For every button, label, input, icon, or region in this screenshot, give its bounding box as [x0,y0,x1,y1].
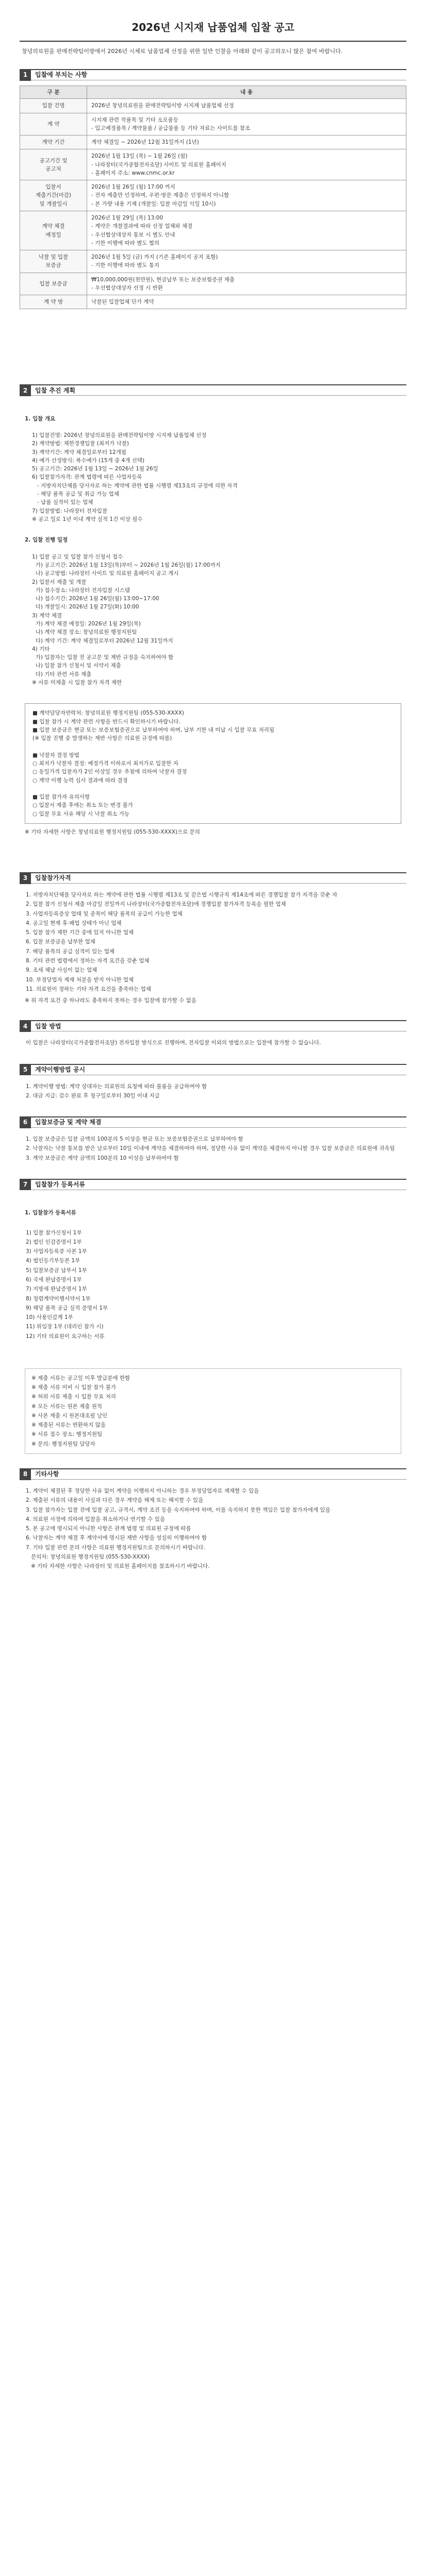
list-item: 1. 계약이 체결된 후 정당한 사유 없이 계약을 이행하지 아니하는 경우 부정당업자로 제재할 수 있음 [26,1488,259,1494]
section-tail: ※ 위 자격 요건 중 하나라도 충족하지 못하는 경우 입찰에 참가할 수 없음 [25,997,196,1004]
section-title: 기타사항 [35,1470,59,1478]
list-item: 가) 계약 체결 예정일: 2026년 1월 29일(목) [32,621,141,627]
subsection-title: 1. 입찰참가 등록서류 [25,1210,76,1216]
list-item: 가) 공고기간: 2026년 1월 13일(목)부터 ~ 2026년 1월 26일(월) 17:00까지 [32,562,221,569]
list-item: 5) 공고기간: 2026년 1월 13일 ~ 2026년 1월 26일 [32,466,158,472]
list-item: 가) 입찰자는 입찰 전 공고문 및 제반 규정을 숙지하여야 함 [32,654,174,661]
section-number: 2 [20,385,31,396]
documents-boxed-list [25,1368,401,1454]
list-item: 8. 기타 관련 법령에서 정하는 자격 요건을 갖춘 업체 [26,957,150,964]
section-number: 3 [20,873,31,884]
list-item: - 납품 실적이 있는 업체 [32,499,93,506]
section-title: 입찰보증금 및 계약 체결 [35,1118,102,1126]
list-item: 다) 기타 관련 서류 제출 [32,671,92,677]
table-row [20,113,406,135]
row-value: 2026년 1월 26일 (월) 17:00 까지 - 전자 제출만 인정하며, 우편·방문 제출은 인정하지 아니함 - 본 가량 내용 기재 (개찰일: 입찰 마감일 익일 10시) [87,180,406,211]
list-item: 3. 사업자등록증상 업태 및 종목이 해당 품목의 공급이 가능한 업체 [26,910,183,917]
list-item: 6. 입찰 보증금을 납부한 업체 [26,939,95,945]
section-title: 입찰 추진 계획 [35,386,75,394]
list-item: 다) 개찰일시: 2026년 1월 27일(화) 10:00 [32,604,139,611]
list-item: 7) 입찰방법: 나라장터 전자입찰 [32,507,108,514]
list-item: 10. 부정당업자 제재 처분을 받지 아니한 업체 [26,976,134,983]
section-header-3 [20,872,406,884]
list-item: ※ 모든 서류는 원본 제출 원칙 [31,1403,103,1410]
list-item: 나) 계약 체결 장소: 창녕의료원 행정지원팀 [32,629,137,636]
list-item: - 지방자치단체를 당사자로 하는 계약에 관한 법률 시행령 제13조의 규정에 의한 자격 [32,482,238,489]
list-item: 2. 낙찰자는 낙찰 통보를 받은 날로부터 10일 이내에 계약을 체결하여야 하며, 정당한 사유 없이 계약을 체결하지 아니할 경우 입찰 보증금은 의료원에 귀속됨 [26,1145,395,1152]
list-item: 3) 사업자등록증 사본 1부 [26,1248,87,1255]
table-row [20,273,406,295]
section-number: 7 [20,1179,31,1190]
list-item: 2. 입찰 참가 신청서 제출 마감일 전일까지 나라장터(국가종합전자조달)에 경쟁입찰 참가자격 등록을 필한 업체 [26,901,286,908]
row-value: 2026년 1월 5일 (금) 까지 (기존 홈페이지 공지 포함) - 기한 이행에 따라 별도 통지 [87,250,406,273]
row-label: 계 약 방 [20,295,87,309]
table-row [20,295,406,309]
section-header-1 [20,69,406,80]
list-item: ※ 제출 서류는 공고일 이후 발급분에 한함 [31,1375,130,1381]
section-title: 입찰참가 등록서류 [35,1181,85,1189]
list-item: 1. 입찰 보증금은 입찰 금액의 100분의 5 이상을 현금 또는 보증보험증권으로 납부하여야 함 [26,1136,243,1143]
list-item: 1) 입찰건명: 2026년 창녕의료원을 판매전략팀이방 시지재 납품업체 선정 [32,432,207,439]
list-item: ※ 제출된 서류는 반환하지 않음 [31,1422,106,1429]
list-item: ※ 서류 접수 장소: 행정지원팀 [31,1431,103,1438]
section-title: 입찰참가자격 [35,874,71,882]
list-item: 11) 위임장 1부 (대리인 참가 시) [26,1324,104,1330]
list-item: 2. 대금 지급: 검수 완료 후 청구일로부터 30일 이내 지급 [26,1092,160,1099]
row-value: ₩10,000,000원(천만원), 현금납부 또는 보증보험증권 제출 - 우선협상대상자 선정 시 반환 [87,273,406,295]
list-item: 2) 계약방법: 제한경쟁입찰 (최저가 낙찰) [32,440,129,447]
list-item: 4) 법인등기부등본 1부 [26,1258,80,1264]
list-item: 6) 입찰참가자격: 관계 법령에 따른 사업자등록 [32,474,142,481]
section-header-6 [20,1116,406,1128]
list-item: 8) 청렴계약이행서약서 1부 [26,1295,91,1302]
list-item: 7. 해당 품목의 공급 실적이 있는 업체 [26,948,115,955]
list-item: 4) 기타 [32,646,50,652]
row-label: 계약 체결 예정일 [20,211,87,250]
list-item: 1. 계약이행 방법: 계약 상대자는 의료원의 요청에 따라 물품을 공급하여야 함 [26,1083,207,1090]
section-number: 6 [20,1117,31,1128]
list-item: 2. 제출된 서류의 내용이 사실과 다른 경우 계약을 해제 또는 해지할 수 있음 [26,1497,204,1504]
list-item: 4) 예가 산정방식: 복수예가 (15개 중 4개 선택) [32,457,145,464]
list-item: 12) 기타 의료원이 요구하는 서류 [26,1333,105,1340]
list-item: 2) 법인 인감증명서 1부 [26,1239,82,1245]
page-title: 2026년 시지재 납품업체 입찰 공고 [20,15,406,42]
section-header-5 [20,1064,406,1075]
table-header-category: 구 분 [20,86,87,99]
list-item: 3. 계약 보증금은 계약 금액의 100분의 10 이상을 납부하여야 함 [26,1155,179,1161]
section-header-2 [20,384,406,396]
subsection-title: 2. 입찰 진행 일정 [25,537,68,544]
list-item: 4. 의료원 사정에 의하여 입찰을 취소하거나 연기할 수 있음 [26,1516,166,1522]
list-item: 3) 계약 체결 [32,612,62,619]
table-row [20,99,406,113]
list-item: 나) 입찰 참가 신청서 및 서약서 제출 [32,663,121,669]
list-item: 1) 입찰 참가신청서 1부 [26,1229,82,1236]
section-header-8 [20,1468,406,1480]
list-item: 다) 계약 기간: 계약 체결일로부터 2026년 12월 31일까지 [32,637,173,644]
list-item: ※ 기타 자세한 사항은 나라장터 및 의료원 홈페이지를 참조하시기 바랍니다. [26,1563,210,1570]
list-item: ※ 사본 제출 시 원본대조필 날인 [31,1412,108,1419]
row-label: 입찰 건명 [20,99,87,113]
list-item: 6. 낙찰자는 계약 체결 후 계약서에 명시된 제반 사항을 성실히 이행하여야 함 [26,1535,207,1541]
list-item: ※ 서류 미제출 시 입찰 참가 자격 제한 [32,679,122,686]
list-item: 11. 의료원이 정하는 기타 자격 요건을 충족하는 업체 [26,986,151,992]
list-item: 10) 사용인감계 1부 [26,1314,73,1321]
row-value: 시지재 관련 작품목 및 기타 소모품등 - 입고예정품목 / 계약물품 / 공급물품 등 기타 자료는 사이트를 참조 [87,113,406,135]
list-item: 7. 기타 입찰 관련 문의 사항은 의료원 행정지원팀으로 문의하시기 바랍니다. [26,1544,205,1551]
row-value: 계약 체결일 ~ 2026년 12월 31일까지 (1년) [87,135,406,149]
section-number: 4 [20,1021,31,1032]
list-item: 5) 입찰보증금 납부서 1부 [26,1267,87,1274]
list-item: 9. 조세 체납 사실이 없는 업체 [26,967,97,974]
table-row [20,250,406,273]
section-header-4 [20,1020,406,1031]
table-row [20,149,406,180]
row-label: 입찰 보증금 [20,273,87,295]
section-number: 5 [20,1064,31,1075]
list-item: 4. 공고일 현재 휴·폐업 상태가 아닌 업체 [26,920,122,926]
list-item: 문의처: 창녕의료원 행정지원팀 (055-530-XXXX) [26,1553,150,1560]
section-title: 계약이행방법 공시 [35,1065,85,1073]
list-item: 나) 공고방법: 나라장터 사이트 및 의료원 홈페이지 공고 게시 [32,570,179,577]
list-item: ※ 문의: 행정지원팀 담당자 [31,1440,95,1447]
list-item: 3. 입찰 참가자는 입찰 전에 입찰 공고, 규격서, 계약 조건 등을 숙지하여야 하며, 이를 숙지하지 못한 책임은 입찰 참가자에게 있음 [26,1506,331,1513]
list-item: ※ 공고 일로 1년 이내 계약 실적 1건 이상 필수 [32,516,143,522]
row-label: 계 약 [20,113,87,135]
list-item: 나) 접수기간: 2026년 1월 26일(월) 13:00~17:00 [32,596,159,602]
list-item: ※ 제출 서류 미비 시 입찰 참가 불가 [31,1384,117,1391]
list-item: 1) 입찰 공고 및 입찰 참가 신청서 접수 [32,553,123,560]
section-header-7 [20,1179,406,1190]
list-item: 2) 입찰서 제출 및 개찰 [32,579,87,585]
note-box: ■ 계약담당자연락처: 창녕의료원 행정지원팀 (055-530-XXXX) ■ 입찰 참가 시 계약 관련 사항을 반드시 확인하시기 바랍니다. ■ 입찰 보증금은 현금 또는 보증보험증권으로 납부하여야 하며, 납부 기한 내 미납 시 입찰 무효 처리됨 (※ 입찰 진행 중 발생하는 제반 사항은 의료원 규정에 따름) ■ 낙찰자 결정 방법 ○ 최저가 낙찰자 결정: 예정가격 이하로서 최저가로 입찰한 자 ○ 동일가격 입찰자가 2인 이상일 경우 추첨에 의하여 낙찰자 결정 ○ 계약 이행 능력 심사 결과에 따라 결정 ■ 입찰 참가자 유의사항 ○ 입찰서 제출 후에는 취소 또는 변경 불가 ○ 입찰 무효 사유 해당 시 낙찰 취소 가능 [25,703,401,823]
table-header-content: 내 용 [87,86,406,99]
row-label: 공고기간 및 공고처 [20,149,87,180]
row-label: 입찰서 제출기간(마감) 및 개찰일시 [20,180,87,211]
row-value: 2026년 1월 29일 (목) 13:00 - 계약은 개찰결과에 따라 선정 업체와 체결 - 우선협상대상자 통보 시 별도 안내 - 기한 이행에 따라 별도 협의 [87,211,406,250]
table-row [20,180,406,211]
list-item: 1. 지방자치단체를 당사자로 하는 계약에 관한 법률 시행령 제13조 및 같은법 시행규칙 제14조에 따른 경쟁입찰 참가 자격을 갖춘 자 [26,892,337,899]
section-number: 8 [20,1469,31,1480]
summary-table [20,86,406,309]
row-value: 낙찰된 입찰업체 단가 계약 [87,295,406,309]
list-item: 5. 본 공고에 명시되지 아니한 사항은 관계 법령 및 의료원 규정에 따름 [26,1526,191,1532]
subsection-title: 1. 입찰 개요 [25,415,56,422]
row-value: 2026년 1월 13일 (목) ~ 1월 26일 (월) - 나라장터(국가종합전자조달) 사이트 및 의료원 홈페이지 - 홈페이지 주소: www.cnmc.or.kr [87,149,406,180]
list-item: 9) 해당 품목 공급 실적 증명서 1부 [26,1304,108,1311]
note-tail: ※ 기타 자세한 사항은 창녕의료원 행정지원팀 (055-530-XXXX)으로 문의 [25,828,200,835]
row-label: 낙찰 및 입찰 보증금 [20,250,87,273]
intro-text: 창녕의료원을 판매전략팀이방에서 2026년 시체료 납품업체 선정을 위한 일반 인찰을 아래와 같이 공고하오니 많은 참여 바랍니다. [22,48,343,55]
list-item: ※ 허위 서류 제출 시 입찰 무효 처리 [31,1394,117,1400]
table-row [20,211,406,250]
list-item: - 해당 품목 공급 및 취급 가능 업체 [32,491,120,498]
list-item: 이 입찰은 나라장터(국가종합전자조달) 전자입찰 방식으로 진행하며, 전자입찰 이외의 방법으로는 입찰에 참가할 수 없습니다. [26,1040,321,1046]
section-title: 입찰 방법 [35,1022,61,1030]
list-item: 5. 입찰 참가 제한 기간 중에 있지 아니한 업체 [26,929,134,936]
list-item: 6) 국세 완납증명서 1부 [26,1277,82,1283]
table-row [20,135,406,149]
list-item: 3) 계약기간: 계약 체결일로부터 12개월 [32,449,127,455]
row-value: 2026년 창녕의료원을 판매전략팀이방 시지재 납품업체 선정 [87,99,406,113]
row-label: 계약 기간 [20,135,87,149]
section-number: 1 [20,70,31,81]
section-title: 입찰에 부치는 사항 [35,71,88,79]
list-item: 7) 지방세 완납증명서 1부 [26,1286,87,1293]
list-item: 가) 접수장소: 나라장터 전자입찰 시스템 [32,587,130,594]
